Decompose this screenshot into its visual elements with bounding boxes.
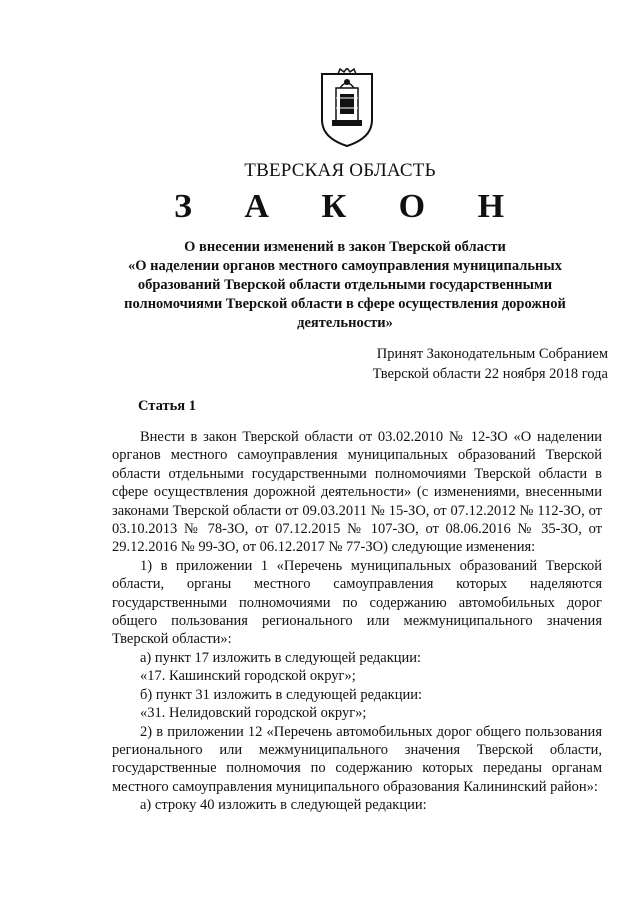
adoption-line: Тверской области 22 ноября 2018 года: [372, 366, 608, 382]
adoption-line: Принят Законодательным Собранием: [376, 346, 608, 362]
title-line: О внесении изменений в закон Тверской области: [184, 239, 506, 255]
paragraph: «31. Нелидовский городской округ»;: [140, 705, 367, 722]
article-heading: Статья 1: [138, 398, 196, 414]
paragraph: 1) в приложении 1 «Перечень муниципальных образований Тверской области, органы местного самоуправления которых наделяются государственными полномочиями по содержанию автомобильных дорог общего пользования регионального или межмуниципального значения Тверской области»:: [112, 557, 602, 648]
adoption-note: [373, 344, 608, 384]
document-type-heading: З А К О Н: [173, 188, 527, 225]
article-body: [112, 428, 602, 815]
paragraph: а) строку 40 изложить в следующей редакции:: [140, 797, 427, 814]
title-line: полномочиями Тверской области в сфере осуществления дорожной: [124, 296, 566, 312]
title-line: образований Тверской области отдельными государственными: [137, 277, 553, 293]
coat-of-arms-emblem: [318, 68, 376, 148]
title-line: «О наделении органов местного самоуправления муниципальных: [128, 258, 562, 274]
region-name: ТВЕРСКАЯ ОБЛАСТЬ: [244, 160, 436, 181]
law-title: [100, 238, 590, 333]
paragraph: б) пункт 31 изложить в следующей редакции:: [140, 686, 422, 703]
paragraph: «17. Кашинский городской округ»;: [140, 668, 356, 685]
paragraph: 2) в приложении 12 «Перечень автомобильных дорог общего пользования регионального или межмуниципального значения Тверской области, государственные полномочия по содержанию которых переданы органам местного самоуправления муниципального образования Калининский район»:: [112, 723, 602, 795]
title-line: деятельности»: [297, 315, 393, 331]
paragraph: Внести в закон Тверской области от 03.02.2010 № 12-ЗО «О наделении органов местного самоуправления муниципальных образований Тверской области отдельными государственными полномочиями Тверской области в сфере осуществления дорожной деятельности» (с изменениями, внесенными законами Тверской области от 09.03.2011 № 15-ЗО, от 07.12.2012 № 112-ЗО, от 03.10.2013 № 78-ЗО, от 07.12.2015 № 107-ЗО, от 08.06.2016 № 35-ЗО, от 29.12.2016 № 99-ЗО, от 06.12.2017 № 77-ЗО) следующие изменения:: [112, 429, 602, 556]
paragraph: а) пункт 17 изложить в следующей редакции:: [140, 649, 422, 666]
